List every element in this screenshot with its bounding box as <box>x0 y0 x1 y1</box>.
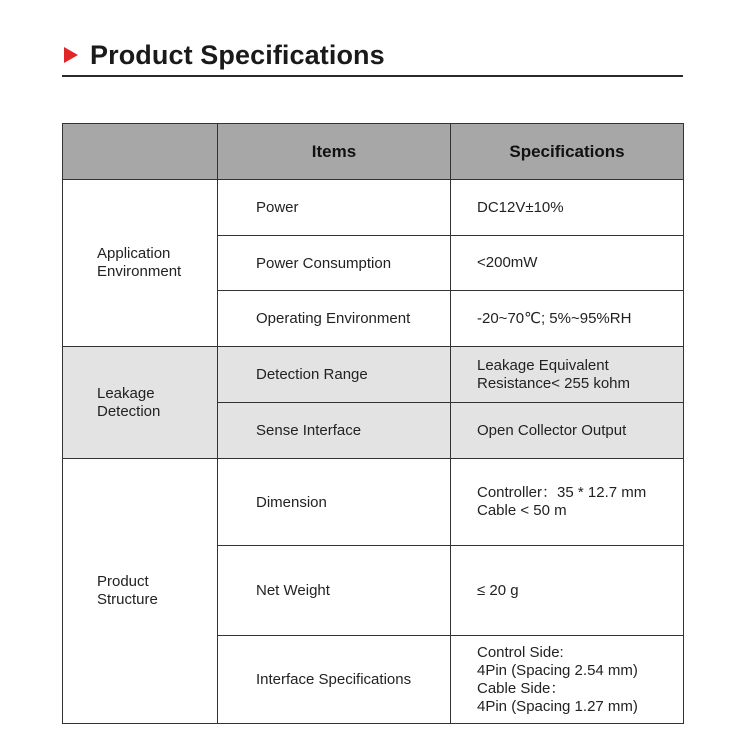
item-power-consumption: Power Consumption <box>218 236 451 291</box>
header-specifications: Specifications <box>451 124 684 180</box>
table-row <box>63 347 684 403</box>
title-divider <box>62 75 683 77</box>
table-row <box>63 180 684 236</box>
section-header <box>62 38 683 77</box>
category-application-environment: Application Environment <box>63 180 218 347</box>
page-title: Product Specifications <box>90 39 385 70</box>
spec-interface-specifications: Control Side: 4Pin (Spacing 2.54 mm) Cable Side： 4Pin (Spacing 1.27 mm) <box>451 636 684 724</box>
spec-table <box>62 123 684 724</box>
item-interface-specifications: Interface Specifications <box>218 636 451 724</box>
item-detection-range: Detection Range <box>218 347 451 403</box>
spec-operating-environment: -20~70℃; 5%~95%RH <box>451 291 684 347</box>
item-operating-environment: Operating Environment <box>218 291 451 347</box>
item-net-weight: Net Weight <box>218 546 451 636</box>
spec-power: DC12V±10% <box>451 180 684 236</box>
item-power: Power <box>218 180 451 236</box>
spec-sense-interface: Open Collector Output <box>451 403 684 459</box>
spec-dimension: Controller：35 * 12.7 mm Cable < 50 m <box>451 459 684 546</box>
header-items: Items <box>218 124 451 180</box>
spec-detection-range: Leakage Equivalent Resistance< 255 kohm <box>451 347 684 403</box>
spec-net-weight: ≤ 20 g <box>451 546 684 636</box>
spec-power-consumption: <200mW <box>451 236 684 291</box>
header-empty-cell <box>63 124 218 180</box>
item-sense-interface: Sense Interface <box>218 403 451 459</box>
table-header-row <box>63 124 684 180</box>
category-leakage-detection: Leakage Detection <box>63 347 218 459</box>
triangle-marker-icon <box>64 47 78 63</box>
item-dimension: Dimension <box>218 459 451 546</box>
table-row <box>63 459 684 546</box>
category-product-structure: Product Structure <box>63 459 218 724</box>
